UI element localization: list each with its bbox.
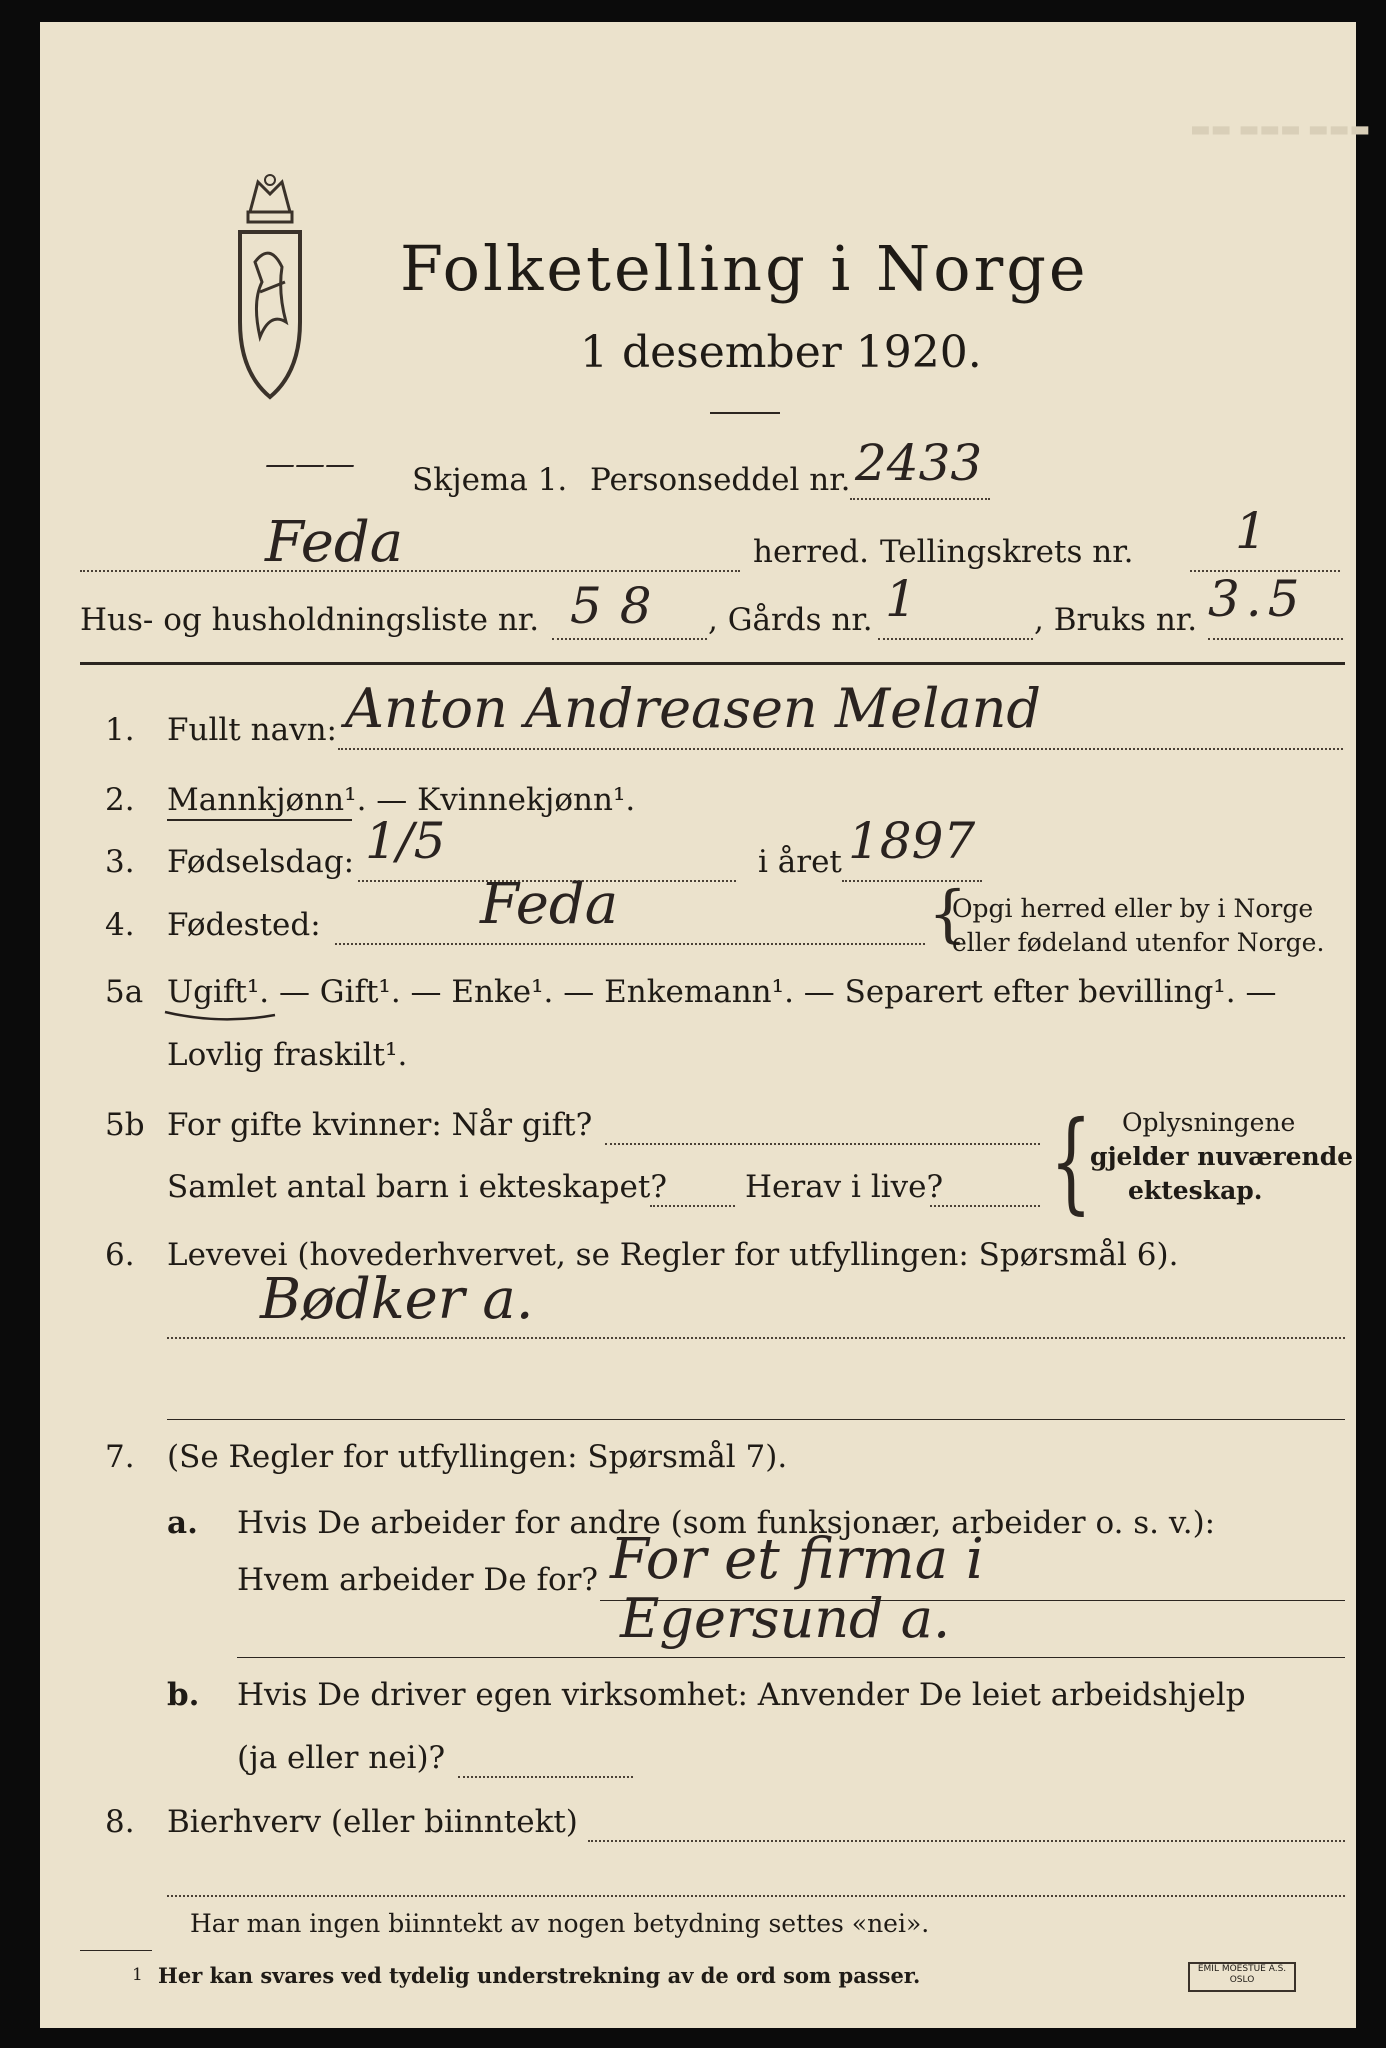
- q6-value: Bødker a.: [260, 1267, 534, 1332]
- q3-value: 1/5: [365, 812, 446, 870]
- tellingskrets-value: 1: [1235, 502, 1267, 560]
- q1-line: [338, 748, 1343, 750]
- q2-underline: [167, 819, 352, 821]
- ugift-handwritten-underline: [160, 1007, 280, 1027]
- bruks-value: 3.5: [1208, 570, 1306, 628]
- q7b-line: [458, 1776, 633, 1778]
- q5b-label-3: Herav i live?: [745, 1169, 944, 1205]
- q5b-brace: {: [1050, 1097, 1092, 1225]
- printer-stamp: [1188, 1962, 1296, 1992]
- census-form-page: [40, 22, 1371, 2028]
- header-divider: [80, 662, 1345, 665]
- hus-value: 58: [570, 577, 670, 635]
- q4-line: [335, 943, 925, 945]
- q1-label: Fullt navn:: [167, 712, 337, 748]
- herred-line: [80, 570, 740, 572]
- q8-line-2: [167, 1895, 1345, 1897]
- q7a-value-2: Egersund a.: [620, 1587, 951, 1650]
- q7a-value-1: For et firma i: [610, 1527, 984, 1592]
- q1-value: Anton Andreasen Meland: [345, 677, 1041, 740]
- gards-line: [878, 638, 1033, 640]
- q5b-note-1: Oplysningene: [1122, 1108, 1296, 1137]
- q7b-letter: b.: [167, 1677, 200, 1713]
- census-date: 1 desember 1920.: [580, 327, 982, 378]
- bleed-through: ▬▬ ▬▬▬ ▬▬▬: [1190, 117, 1371, 142]
- footnote-text: Her kan svares ved tydelig understrekning av de ord som passer.: [158, 1963, 921, 1988]
- q7a-line-2: [237, 1657, 1345, 1658]
- q5b-note-3: ekteskap.: [1128, 1176, 1263, 1205]
- bruks-label: , Bruks nr.: [1034, 602, 1198, 638]
- q7a-sub: Hvem arbeider De for?: [237, 1562, 599, 1598]
- q5a-label-1: Ugift¹. — Gift¹. — Enke¹. — Enkemann¹. — Separert efter bevilling¹. —: [167, 974, 1277, 1010]
- q3-year-label: i året: [758, 844, 842, 880]
- handwritten-dash: ———: [265, 447, 355, 482]
- personseddel-value: 2433: [855, 434, 983, 492]
- gards-value: 1: [885, 570, 917, 628]
- q5b-label-2: Samlet antal barn i ekteskapet?: [167, 1169, 667, 1205]
- form-title: Folketelling i Norge: [400, 232, 1089, 305]
- q1-number: 1.: [105, 712, 135, 748]
- footnote-number: 1: [132, 1965, 143, 1985]
- q5b-note-2: gjelder nuværende: [1090, 1142, 1354, 1171]
- q5b-alive-line: [930, 1205, 1040, 1207]
- norwegian-coat-of-arms-icon: [230, 172, 310, 412]
- bruks-line: [1208, 638, 1343, 640]
- q4-label: Fødested:: [167, 907, 321, 943]
- hus-line: [552, 638, 707, 640]
- q7-number: 7.: [105, 1439, 135, 1475]
- q8-label: Bierhverv (eller biinntekt): [167, 1804, 578, 1840]
- q8-line-1: [588, 1840, 1345, 1842]
- q2-number: 2.: [105, 782, 135, 818]
- footnote-divider: [80, 1950, 152, 1951]
- personseddel-label: Personseddel nr.: [590, 462, 851, 498]
- title-divider: [710, 412, 780, 414]
- footer-note: Har man ingen biinntekt av nogen betydning settes «nei».: [190, 1909, 930, 1938]
- herred-value: Feda: [265, 510, 404, 575]
- q8-number: 8.: [105, 1804, 135, 1840]
- gards-label: , Gårds nr.: [708, 602, 873, 638]
- q5b-label-1: For gifte kvinner: Når gift?: [167, 1107, 593, 1143]
- q7b-label: Hvis De driver egen virksomhet: Anvender De leiet arbeidshjelp: [237, 1677, 1246, 1713]
- q4-value: Feda: [480, 872, 619, 937]
- q2-label: Mannkjønn¹. — Kvinnekjønn¹.: [167, 782, 636, 818]
- q5b-number: 5b: [105, 1107, 145, 1143]
- q3-year-value: 1897: [848, 812, 976, 870]
- tellingskrets-label: Tellingskrets nr.: [880, 534, 1134, 570]
- q3-number: 3.: [105, 844, 135, 880]
- q5b-children-line: [650, 1205, 735, 1207]
- q7-label: (Se Regler for utfyllingen: Spørsmål 7).: [167, 1439, 788, 1475]
- q4-number: 4.: [105, 907, 135, 943]
- q4-note-1: Opgi herred eller by i Norge: [952, 894, 1314, 923]
- skjema-label: Skjema 1.: [412, 462, 568, 498]
- q5b-married-line: [605, 1143, 1040, 1145]
- q6-line-2: [167, 1419, 1345, 1420]
- q6-number: 6.: [105, 1237, 135, 1273]
- q5a-label-2: Lovlig fraskilt¹.: [167, 1037, 408, 1073]
- q7a-letter: a.: [167, 1505, 198, 1541]
- personseddel-line: [850, 498, 990, 500]
- q6-label: Levevei (hovederhvervet, se Regler for utfyllingen: Spørsmål 6).: [167, 1237, 1179, 1273]
- q7a-label: Hvis De arbeider for andre (som funksjonær, arbeider o. s. v.):: [237, 1505, 1216, 1541]
- hus-label: Hus- og husholdningsliste nr.: [80, 602, 540, 638]
- q3-label: Fødselsdag:: [167, 844, 355, 880]
- q4-brace: {: [928, 877, 968, 950]
- q5a-number: 5a: [105, 974, 144, 1010]
- q6-line-1: [167, 1337, 1345, 1339]
- herred-label: herred.: [753, 534, 869, 570]
- q4-note-2: eller fødeland utenfor Norge.: [952, 928, 1325, 957]
- printer-stamp-text: EMIL MOESTUE A.S. OSLO: [1197, 1964, 1287, 1985]
- q7b-sub: (ja eller nei)?: [237, 1740, 446, 1776]
